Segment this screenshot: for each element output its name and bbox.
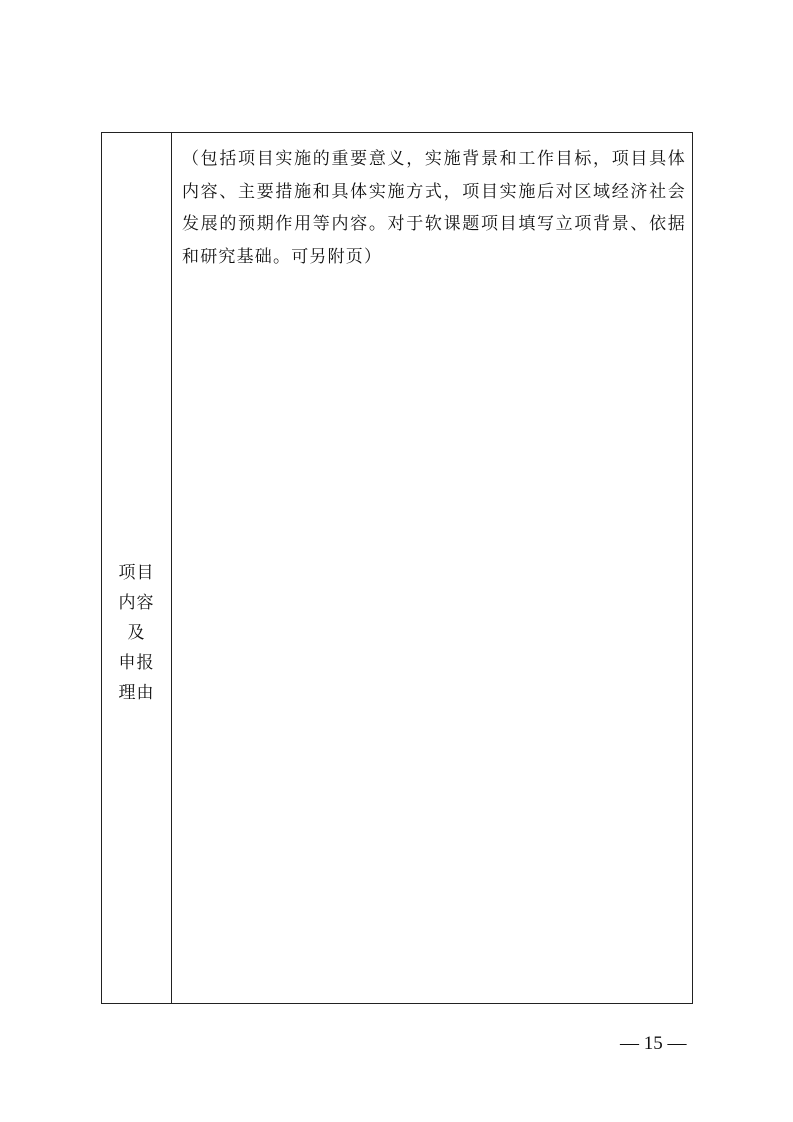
project-content-table [101, 132, 693, 1004]
row-label-line-5: 理由 [118, 683, 155, 703]
row-label-line-1: 项目 [118, 563, 155, 583]
content-input-cell[interactable] [172, 133, 692, 1003]
row-label-line-3: 及 [127, 623, 146, 643]
instructions-text: （包括项目实施的重要意义，实施背景和工作目标，项目具体内容、主要措施和具体实施方式，项目实施后对区域经济社会发展的预期作用等内容。对于软课题项目填写立项背景、依据和研究基础。可另附页） [182, 149, 686, 267]
row-label-line-2: 内容 [118, 593, 155, 613]
page-number: — 15 — [620, 1033, 687, 1054]
row-label-line-4: 申报 [118, 653, 155, 673]
row-label-cell [102, 133, 172, 1003]
